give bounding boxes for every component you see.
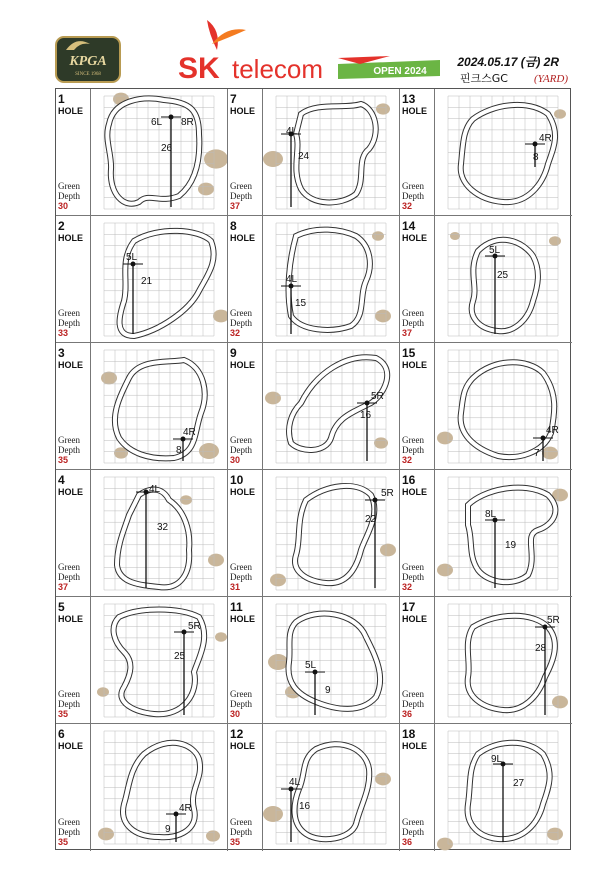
green-outline-group: [104, 350, 214, 463]
depth-word: Depth: [402, 445, 424, 455]
bunker-shape: [206, 830, 220, 841]
green-diagram: [263, 89, 400, 216]
hole-number: 9: [230, 346, 237, 360]
green-depth: [58, 308, 90, 338]
green-depth-value: 35: [58, 455, 69, 465]
pin-front-distance: 16: [360, 410, 372, 421]
kpga-since-text: SINCE 1968: [75, 72, 101, 77]
green-diagram: [263, 343, 400, 470]
hole-label: [58, 728, 90, 752]
green-diagram: [263, 724, 400, 851]
kpga-logo-text: KPGA: [69, 54, 107, 69]
depth-word: Depth: [58, 318, 80, 328]
sk-butterfly-icon: [207, 20, 246, 50]
pin-side-distance: 4L: [286, 274, 298, 285]
pin-position-marker: [182, 630, 187, 635]
green-word: Green: [58, 181, 80, 191]
hole-label: [230, 474, 262, 498]
depth-word: Depth: [58, 699, 80, 709]
green-word: Green: [402, 689, 424, 699]
hole-word: HOLE: [58, 614, 84, 624]
sponsor-sk: SK: [178, 52, 220, 85]
depth-word: Depth: [230, 318, 252, 328]
green-depth-value: 36: [402, 709, 413, 719]
hole-number: 2: [58, 219, 65, 233]
green-depth: [402, 181, 434, 211]
bunker-shape: [450, 232, 460, 240]
bunker-shape: [554, 109, 566, 119]
hole-cell: [228, 724, 400, 851]
green-word: Green: [58, 817, 80, 827]
sponsor-telecom: telecom: [232, 54, 324, 84]
green-diagram: [435, 216, 572, 343]
pin-front-distance: 9: [325, 685, 331, 696]
bunker-shape: [263, 806, 283, 822]
pin-front-distance: 32: [157, 522, 169, 533]
hole-label: [402, 220, 434, 244]
green-depth-value: 35: [230, 837, 241, 847]
hole-cell: [400, 216, 572, 343]
green-diagram: [263, 597, 400, 724]
green-depth: [402, 308, 434, 338]
green-depth-value: 30: [230, 709, 241, 719]
green-word: Green: [402, 435, 424, 445]
bunker-shape: [547, 828, 563, 841]
pin-side-distance: 5L: [126, 252, 138, 263]
green-diagram: [91, 597, 228, 724]
depth-word: Depth: [230, 445, 252, 455]
unit-label: (YARD): [533, 73, 568, 85]
hole-label: [230, 601, 262, 625]
hole-number: 5: [58, 600, 65, 614]
hole-number: 11: [230, 600, 243, 614]
green-diagram: [91, 343, 228, 470]
green-depth: [58, 817, 90, 847]
pin-side-distance: 4R: [546, 425, 559, 436]
bunker-shape: [213, 310, 228, 323]
pin-front-distance: 19: [505, 540, 517, 551]
green-depth-value: 32: [402, 455, 413, 465]
green-word: Green: [230, 562, 252, 572]
bunker-shape: [199, 443, 219, 459]
bunker-shape: [263, 151, 283, 167]
hole-number: 8: [230, 219, 237, 233]
green-depth-value: 37: [402, 328, 413, 338]
green-depth: [230, 817, 262, 847]
hole-label: [402, 728, 434, 752]
hole-label: [58, 93, 90, 117]
open-badge: [338, 56, 440, 79]
hole-word: HOLE: [230, 360, 256, 370]
depth-word: Depth: [58, 191, 80, 201]
green-diagram: [91, 470, 228, 597]
hole-word: HOLE: [58, 106, 84, 116]
kpga-logo: [56, 37, 120, 82]
green-collar: [117, 490, 189, 588]
pin-side-distance: 4L: [289, 777, 301, 788]
green-outline-group: [104, 96, 214, 209]
depth-word: Depth: [58, 572, 80, 582]
green-word: Green: [230, 689, 252, 699]
green-word: Green: [58, 435, 80, 445]
depth-word: Depth: [230, 827, 252, 837]
hole-cell: [56, 470, 228, 597]
pin-front-distance: 15: [295, 298, 307, 309]
green-depth: [402, 562, 434, 592]
green-diagram: [435, 89, 572, 216]
hole-cell: [228, 470, 400, 597]
hole-number: 12: [230, 727, 244, 741]
green-outline-group: [104, 731, 214, 844]
green-depth: [230, 308, 262, 338]
hole-word: HOLE: [230, 233, 256, 243]
depth-word: Depth: [58, 827, 80, 837]
bunker-shape: [380, 544, 396, 557]
pin-side-distance: 4L: [149, 484, 161, 495]
hole-label: [402, 601, 434, 625]
green-depth: [402, 689, 434, 719]
green-diagram: [263, 470, 400, 597]
pin-front-distance: 24: [298, 151, 310, 162]
hole-label: [230, 347, 262, 371]
green-word: Green: [58, 689, 80, 699]
green-depth-value: 35: [58, 709, 69, 719]
green-depth-value: 37: [58, 582, 69, 592]
hole-word: HOLE: [230, 741, 256, 751]
hole-number: 15: [402, 346, 416, 360]
green-word: Green: [402, 817, 424, 827]
hole-label: [230, 728, 262, 752]
bunker-shape: [98, 828, 114, 841]
green-depth-value: 36: [402, 837, 413, 847]
hole-word: HOLE: [402, 106, 428, 116]
hole-cell: [56, 89, 228, 216]
bunker-shape: [549, 236, 561, 246]
pin-front-distance: 25: [174, 651, 186, 662]
pin-side-distance: 5R: [547, 615, 560, 626]
green-edge: [295, 486, 374, 583]
green-diagram: [435, 724, 572, 851]
bunker-shape: [198, 183, 214, 196]
green-edge: [107, 99, 199, 204]
header-graphics: [0, 0, 614, 88]
green-depth: [230, 562, 262, 592]
bunker-shape: [437, 564, 453, 577]
green-depth-value: 31: [230, 582, 241, 592]
bunker-shape: [268, 654, 288, 670]
green-outline-group: [448, 350, 558, 463]
green-depth-value: 30: [58, 201, 69, 211]
green-word: Green: [402, 562, 424, 572]
pin-position-marker: [174, 812, 179, 817]
green-depth: [230, 689, 262, 719]
bunker-shape: [215, 632, 227, 642]
course-name: 핀크스GC: [459, 72, 508, 85]
green-word: Green: [230, 308, 252, 318]
green-depth: [402, 435, 434, 465]
green-depth-value: 32: [402, 582, 413, 592]
green-outline-group: [276, 477, 386, 590]
hole-number: 10: [230, 473, 244, 487]
green-collar: [472, 240, 538, 331]
green-word: Green: [402, 308, 424, 318]
hole-label: [402, 93, 434, 117]
pin-side-distance: 4R: [183, 427, 196, 438]
green-diagram: [263, 216, 400, 343]
bunker-shape: [97, 687, 109, 697]
green-edge: [461, 362, 555, 457]
green-edge: [461, 105, 555, 202]
bunker-shape: [552, 696, 568, 709]
green-diagram: [91, 216, 228, 343]
hole-cell: [400, 724, 572, 851]
green-diagram: [435, 597, 572, 724]
green-depth: [402, 817, 434, 847]
pin-side-distance: 5R: [371, 391, 384, 402]
green-depth-value: 32: [402, 201, 413, 211]
date-round: 2024.05.17 (금) 2R: [457, 55, 559, 69]
green-word: Green: [230, 435, 252, 445]
hole-cell: [400, 597, 572, 724]
bunker-shape: [180, 495, 192, 505]
green-outline-group: [276, 96, 386, 209]
hole-word: HOLE: [58, 487, 84, 497]
depth-word: Depth: [402, 572, 424, 582]
bunker-shape: [372, 231, 384, 241]
hole-number: 14: [402, 219, 416, 233]
green-depth: [230, 435, 262, 465]
pin-front-distance: 8: [533, 152, 539, 163]
pin-front-distance: 27: [513, 778, 525, 789]
pin-front-distance: 9: [165, 824, 171, 835]
hole-label: [58, 601, 90, 625]
hole-cell: [400, 470, 572, 597]
pin-front-distance: 28: [535, 643, 547, 654]
depth-word: Depth: [402, 827, 424, 837]
depth-word: Depth: [402, 191, 424, 201]
bunker-shape: [375, 310, 391, 323]
pin-side-distance: 5R: [381, 488, 394, 499]
pin-position-marker: [541, 436, 546, 441]
depth-word: Depth: [230, 572, 252, 582]
header: [0, 0, 614, 88]
pin-position-marker: [365, 401, 370, 406]
hole-word: HOLE: [402, 741, 428, 751]
hole-label: [58, 347, 90, 371]
hole-cell: [56, 597, 228, 724]
depth-word: Depth: [58, 445, 80, 455]
hole-cell: [400, 343, 572, 470]
depth-word: Depth: [230, 699, 252, 709]
pin-side-distance: 4R: [539, 133, 552, 144]
pin-position-marker: [373, 498, 378, 503]
green-collar: [468, 743, 550, 839]
pin-position-marker: [169, 115, 174, 120]
hole-cell: [228, 89, 400, 216]
pin-side-distance-right: 8R: [181, 117, 194, 128]
bunker-shape: [376, 103, 390, 114]
hole-cell: [56, 724, 228, 851]
green-word: Green: [230, 181, 252, 191]
green-depth-value: 30: [230, 455, 241, 465]
bunker-shape: [101, 372, 117, 385]
hole-word: HOLE: [58, 233, 84, 243]
green-edge: [468, 743, 550, 839]
green-depth: [58, 435, 90, 465]
pin-position-marker: [533, 142, 538, 147]
green-depth-value: 32: [230, 328, 241, 338]
green-outline-group: [448, 96, 558, 209]
pin-side-distance: 4L: [286, 126, 298, 137]
green-word: Green: [230, 817, 252, 827]
green-collar: [123, 743, 200, 837]
hole-word: HOLE: [230, 614, 256, 624]
green-depth: [230, 181, 262, 211]
pin-front-distance: 21: [141, 276, 153, 287]
green-outline-group: [276, 350, 387, 463]
open-badge-text: OPEN 2024: [373, 66, 427, 77]
pin-front-distance: 16: [299, 801, 311, 812]
green-outline-group: [448, 477, 558, 590]
hole-word: HOLE: [402, 614, 428, 624]
bunker-shape: [208, 554, 224, 567]
hole-number: 13: [402, 92, 416, 106]
pin-front-distance: 22: [365, 514, 377, 525]
hole-word: HOLE: [58, 360, 84, 370]
pin-front-distance: 8: [176, 445, 182, 456]
pin-front-distance: 25: [497, 270, 509, 281]
green-word: Green: [402, 181, 424, 191]
pin-front-distance: 7: [534, 448, 540, 459]
depth-word: Depth: [402, 318, 424, 328]
pin-side-distance: 5R: [188, 621, 201, 632]
hole-label: [58, 474, 90, 498]
hole-label: [402, 474, 434, 498]
green-depth-value: 37: [230, 201, 241, 211]
pin-side-distance: 5L: [489, 245, 501, 256]
hole-word: HOLE: [58, 741, 84, 751]
green-outline-group: [276, 604, 386, 717]
green-outline-group: [104, 223, 214, 336]
bunker-shape: [270, 574, 286, 587]
hole-word: HOLE: [230, 487, 256, 497]
green-diagram: [435, 343, 572, 470]
pin-sheet-grid: [55, 88, 571, 850]
pin-front-distance: 26: [161, 143, 173, 154]
hole-cell: [228, 216, 400, 343]
hole-cell: [228, 343, 400, 470]
hole-cell: [400, 89, 572, 216]
hole-number: 3: [58, 346, 65, 360]
green-depth-value: 33: [58, 328, 69, 338]
bunker-shape: [375, 773, 391, 786]
hole-number: 18: [402, 727, 416, 741]
pin-side-distance: 4R: [179, 803, 192, 814]
hole-label: [402, 347, 434, 371]
green-depth: [58, 689, 90, 719]
hole-label: [230, 93, 262, 117]
bunker-shape: [437, 432, 453, 445]
hole-number: 1: [58, 92, 65, 106]
hole-word: HOLE: [230, 106, 256, 116]
green-depth: [58, 562, 90, 592]
bunker-shape: [542, 447, 558, 460]
hole-number: 16: [402, 473, 416, 487]
hole-word: HOLE: [402, 360, 428, 370]
green-depth: [58, 181, 90, 211]
green-edge: [123, 743, 200, 837]
hole-number: 4: [58, 473, 65, 487]
green-diagram: [91, 89, 228, 216]
green-word: Green: [58, 562, 80, 572]
green-depth-value: 35: [58, 837, 69, 847]
depth-word: Depth: [230, 191, 252, 201]
hole-word: HOLE: [402, 487, 428, 497]
green-diagram: [91, 724, 228, 851]
pin-side-distance: 5L: [305, 660, 317, 671]
hole-number: 17: [402, 600, 416, 614]
green-diagram: [435, 470, 572, 597]
hole-cell: [56, 343, 228, 470]
hole-label: [230, 220, 262, 244]
hole-number: 6: [58, 727, 65, 741]
hole-word: HOLE: [402, 233, 428, 243]
hole-cell: [228, 597, 400, 724]
green-outline-group: [448, 604, 558, 717]
hole-cell: [56, 216, 228, 343]
pin-side-distance: 6L: [151, 117, 163, 128]
green-word: Green: [58, 308, 80, 318]
hole-label: [58, 220, 90, 244]
pin-side-distance: 8L: [485, 509, 497, 520]
pin-side-distance: 9L: [491, 754, 503, 765]
hole-number: 7: [230, 92, 237, 106]
bunker-shape: [265, 392, 281, 405]
pin-position-marker: [144, 490, 149, 495]
depth-word: Depth: [402, 699, 424, 709]
